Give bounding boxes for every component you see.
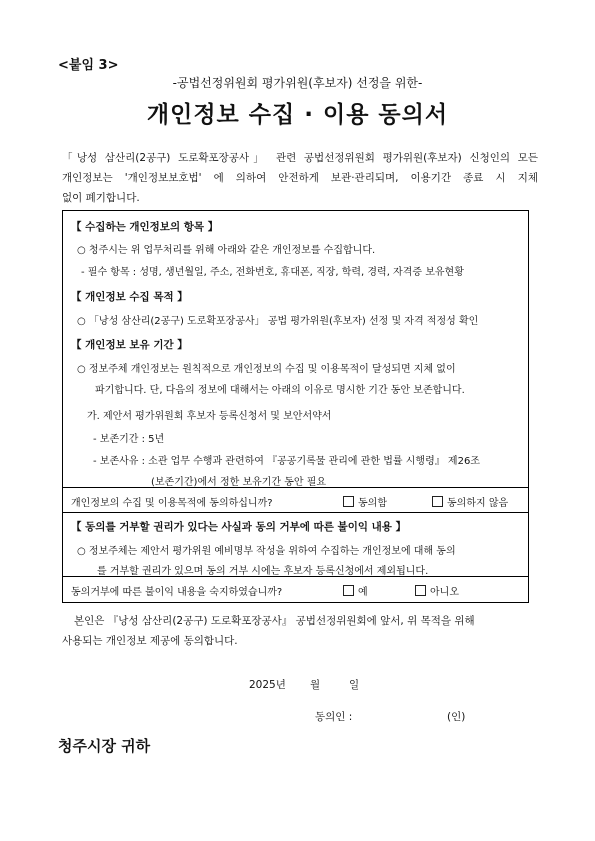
closing-statement bbox=[62, 611, 538, 651]
no-option[interactable] bbox=[415, 583, 459, 598]
section-heading-retention: 【 개인정보 보유 기간 】 bbox=[71, 339, 188, 351]
intro-line: 「낭성 삼산리(2공구) 도로확포장공사」 관련 공법선정위원회 평가위원(후보자) 신청인의 모든 bbox=[62, 152, 538, 164]
form-subtitle: -공법선정위원회 평가위원(후보자) 선정을 위한- bbox=[172, 76, 423, 90]
date-month: 월 bbox=[310, 679, 321, 691]
divider bbox=[63, 576, 528, 577]
retention-period: - 보존기간 : 5년 bbox=[93, 434, 165, 445]
retention-reason: - 보존사유 : 소관 업무 수행과 관련하여 『공공기록물 관리에 관한 법률 시행령』 제26조 bbox=[93, 456, 480, 467]
refusal-text: 를 거부할 권리가 있으며 동의 거부 시에는 후보자 등록신청에서 제외됩니다. bbox=[97, 566, 429, 577]
yes-label: 예 bbox=[358, 587, 368, 598]
refusal-text: ○ 정보주체는 제안서 평가위원 예비명부 작성을 위하여 수집하는 개인정보에 대해 동의 bbox=[77, 546, 456, 557]
annex-label: <붙임 3> bbox=[58, 58, 119, 73]
closing-line: 본인은 『낭성 삼산리(2공구) 도로확포장공사』 공법선정위원회에 앞서, 위 목적을 위해 bbox=[74, 615, 475, 627]
form-title: 개인정보 수집 · 이용 동의서 bbox=[146, 102, 449, 128]
intro-paragraph bbox=[62, 148, 538, 208]
consent-question-2: 동의거부에 따른 불이익 내용을 숙지하였습니까? bbox=[71, 587, 283, 598]
section-items-required: - 필수 항목 : 성명, 생년월일, 주소, 전화번호, 휴대폰, 직장, 학력, 경력, 자격증 보유현황 bbox=[81, 267, 464, 278]
retention-item: 가. 제안서 평가위원회 후보자 등록신청서 및 보안서약서 bbox=[87, 411, 332, 422]
yes-option[interactable] bbox=[343, 583, 368, 598]
consent-table bbox=[62, 210, 529, 603]
no-label: 아니오 bbox=[430, 587, 459, 598]
signer-label: 동의인 : bbox=[315, 711, 353, 723]
retention-text: ○ 정보주체 개인정보는 원칙적으로 개인정보의 수집 및 이용목적이 달성되면 지체 없이 bbox=[77, 364, 456, 375]
divider bbox=[63, 487, 528, 488]
section-purpose-text: ○ 「낭성 삼산리(2공구) 도로확포장공사」 공법 평가위원(후보자) 선정 및 자격 적정성 확인 bbox=[77, 316, 479, 327]
agree-label: 동의함 bbox=[358, 498, 387, 509]
agree-option[interactable] bbox=[343, 494, 387, 509]
addressee: 청주시장 귀하 bbox=[58, 737, 151, 755]
closing-line: 사용되는 개인정보 제공에 동의합니다. bbox=[62, 635, 238, 647]
seal-mark: (인) bbox=[447, 711, 466, 723]
retention-reason-cont: (보존기간)에서 정한 보유기간 동안 필요 bbox=[151, 477, 327, 488]
disagree-label: 동의하지 않음 bbox=[447, 498, 509, 509]
divider bbox=[63, 512, 528, 513]
consent-question-1: 개인정보의 수집 및 이용목적에 동의하십니까? bbox=[71, 498, 273, 509]
date-year: 2025년 bbox=[249, 679, 286, 691]
section-heading-refusal: 【 동의를 거부할 권리가 있다는 사실과 동의 거부에 따른 불이익 내용 】 bbox=[71, 521, 407, 533]
no-checkbox[interactable] bbox=[415, 585, 426, 596]
section-heading-items: 【 수집하는 개인정보의 항목 】 bbox=[71, 221, 219, 233]
yes-checkbox[interactable] bbox=[343, 585, 354, 596]
intro-line: 없이 폐기합니다. bbox=[62, 192, 140, 204]
disagree-option[interactable] bbox=[432, 494, 508, 509]
date-day: 일 bbox=[349, 679, 360, 691]
agree-checkbox[interactable] bbox=[343, 496, 354, 507]
section-items-text: ○ 청주시는 위 업무처리를 위해 아래와 같은 개인정보를 수집합니다. bbox=[77, 245, 376, 256]
disagree-checkbox[interactable] bbox=[432, 496, 443, 507]
intro-line: 개인정보는 '개인정보보호법' 에 의하여 안전하게 보관·관리되며, 이용기간 종료 시 지체 bbox=[62, 172, 538, 184]
retention-text: 파기합니다. 단, 다음의 정보에 대해서는 아래의 이유로 명시한 기간 동안 보존합니다. bbox=[95, 385, 465, 396]
section-heading-purpose: 【 개인정보 수집 목적 】 bbox=[71, 291, 188, 303]
